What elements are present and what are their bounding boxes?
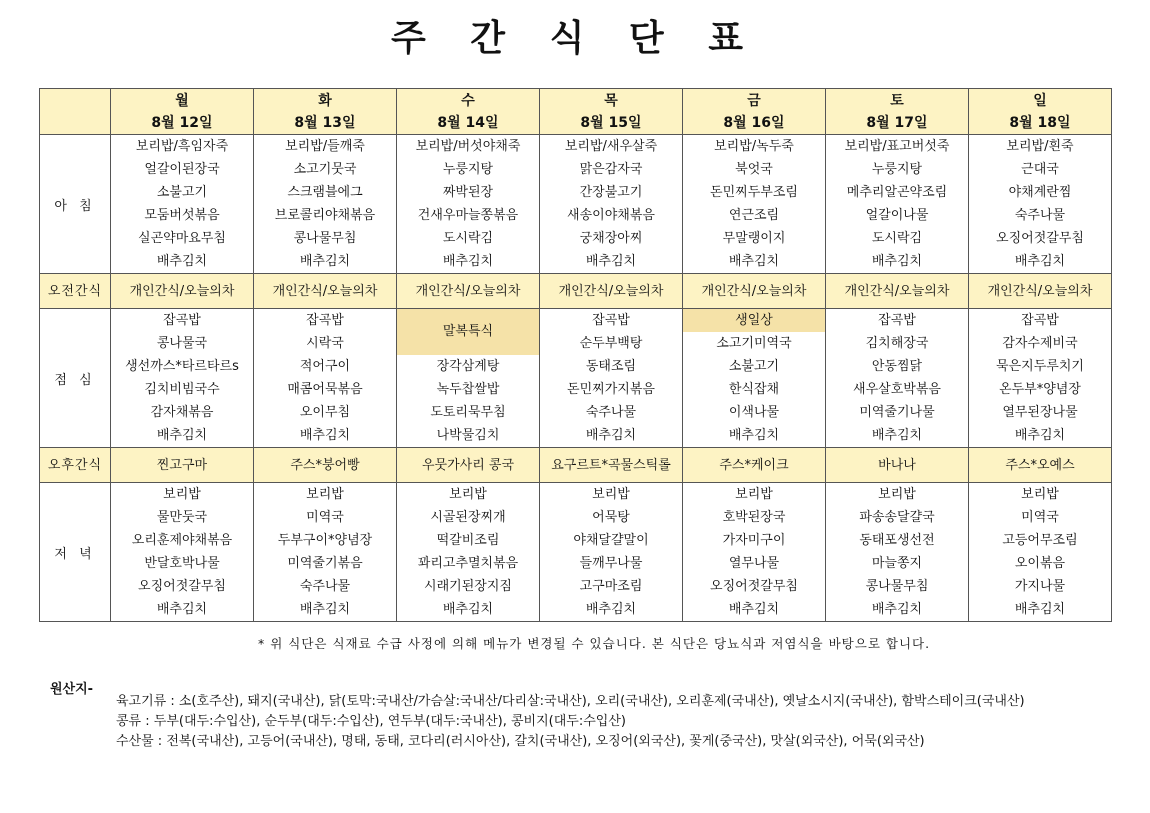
menu-item: 소고기미역국 (716, 336, 792, 351)
menu-item: 동태조림 (585, 359, 637, 374)
menu-item: 브로콜리야채볶음 (274, 208, 376, 223)
menu-item: 연근조림 (728, 208, 780, 223)
menu-item: 보리밥/흑임자죽 (135, 139, 229, 154)
menu-item: 숙주나물 (585, 405, 637, 420)
menu-item: 배추김치 (871, 254, 923, 269)
menu-item: 얼갈이나물 (865, 208, 929, 223)
breakfast-cell (111, 135, 254, 274)
menu-item: 야채계란찜 (1008, 185, 1072, 200)
menu-item: 누룽지탕 (871, 162, 923, 177)
day-name: 목 (604, 92, 618, 109)
menu-item: 배추김치 (299, 428, 351, 443)
menu-item: 콩나물무침 (865, 579, 929, 594)
menu-item: 배추김치 (1014, 428, 1066, 443)
menu-item: 미역국 (306, 510, 344, 525)
menu-item: 감자수제비국 (1002, 336, 1078, 351)
breakfast-cell (683, 135, 826, 274)
menu-item: 새송이야채볶음 (567, 208, 655, 223)
origin-title: 원산지- (50, 682, 94, 697)
menu-item: 떡갈비조림 (436, 533, 500, 548)
menu-item: 마늘쫑지 (871, 556, 923, 571)
menu-item: 보리밥/녹두죽 (714, 139, 794, 154)
menu-item: 녹두찹쌀밥 (436, 382, 500, 397)
corner-cell (40, 89, 111, 135)
menu-item: 잡곡밥 (306, 313, 344, 328)
menu-item: 보리밥/버섯야채죽 (415, 139, 521, 154)
menu-item: 궁채장아찌 (579, 231, 643, 246)
menu-item: 보리밥/표고버섯죽 (844, 139, 950, 154)
menu-item: 배추김치 (156, 428, 208, 443)
menu-item: 감자채볶음 (150, 405, 214, 420)
lunch-cell (683, 309, 826, 448)
pm-snack-cell: 바나나 (826, 448, 969, 483)
menu-item: 배추김치 (1014, 602, 1066, 617)
lunch-cell (826, 309, 969, 448)
meal-label-lunch: 점 심 (40, 309, 111, 448)
menu-item: 보리밥 (878, 487, 916, 502)
menu-item: 보리밥 (1021, 487, 1059, 502)
menu-item: 배추김치 (871, 428, 923, 443)
menu-item: 야채달걀말이 (573, 533, 649, 548)
menu-item: 잡곡밥 (163, 313, 201, 328)
special-menu-item: 말복특식 (397, 309, 539, 355)
lunch-cell (969, 309, 1112, 448)
lunch-cell (254, 309, 397, 448)
dinner-cell (254, 483, 397, 622)
am-snack-cell: 개인간식/오늘의차 (826, 274, 969, 309)
day-date: 8월 14일 (437, 114, 499, 131)
origin-line-seafood: 수산물 : 전복(국내산), 고등어(국내산), 명태, 동태, 코다리(러시아산), 갈치(국내산), 오징어(외국산), 꽃게(중국산), 맛살(외국산), 어묵(외국산) (116, 734, 925, 749)
menu-item: 보리밥/흰죽 (1006, 139, 1074, 154)
menu-item: 오징어젓갈무침 (138, 579, 226, 594)
menu-item: 이색나물 (728, 405, 780, 420)
breakfast-cell (969, 135, 1112, 274)
menu-item: 오이볶음 (1014, 556, 1066, 571)
menu-item: 시락국 (306, 336, 344, 351)
meal-label-dinner: 저 녁 (40, 483, 111, 622)
breakfast-cell (826, 135, 969, 274)
menu-item: 메추리알곤약조림 (846, 185, 948, 200)
menu-item: 근대국 (1021, 162, 1059, 177)
menu-item: 잡곡밥 (592, 313, 630, 328)
menu-item: 짜박된장 (442, 185, 494, 200)
menu-item: 보리밥 (449, 487, 487, 502)
day-name: 일 (1033, 92, 1047, 109)
special-menu-item: 생일상 (683, 309, 825, 332)
menu-item: 동태포생선전 (859, 533, 935, 548)
day-header (111, 89, 254, 135)
menu-item: 고등어무조림 (1002, 533, 1078, 548)
menu-item: 오징어젓갈무침 (710, 579, 798, 594)
origin-line-meat: 육고기류 : 소(호주산), 돼지(국내산), 닭(토막:국내산/가슴살:국내산/다리살:국내산), 오리(국내산), 오리훈제(국내산), 옛날소시지(국내산), 함박스테이크(국내산) (116, 694, 1025, 709)
menu-item: 소불고기 (728, 359, 780, 374)
breakfast-cell (254, 135, 397, 274)
am-snack-cell: 개인간식/오늘의차 (397, 274, 540, 309)
day-name: 월 (175, 92, 189, 109)
day-name: 금 (747, 92, 761, 109)
menu-item: 한식잡채 (728, 382, 780, 397)
menu-item: 시래기된장지짐 (424, 579, 512, 594)
meal-label-am-snack: 오전간식 (40, 274, 111, 309)
menu-item: 배추김치 (728, 254, 780, 269)
menu-item: 오이무침 (299, 405, 351, 420)
menu-item: 배추김치 (156, 254, 208, 269)
day-date: 8월 17일 (866, 114, 928, 131)
menu-item: 물만둣국 (156, 510, 208, 525)
menu-item: 미역줄기볶음 (287, 556, 363, 571)
menu-item: 배추김치 (585, 602, 637, 617)
menu-item: 보리밥 (592, 487, 630, 502)
menu-item: 배추김치 (442, 602, 494, 617)
menu-item: 북엇국 (735, 162, 773, 177)
dinner-cell (111, 483, 254, 622)
day-header (826, 89, 969, 135)
menu-item: 보리밥 (306, 487, 344, 502)
menu-item: 김치비빔국수 (144, 382, 220, 397)
menu-item: 오리훈제야채볶음 (131, 533, 233, 548)
menu-item: 파송송달걀국 (859, 510, 935, 525)
menu-item: 배추김치 (156, 602, 208, 617)
day-name: 수 (461, 92, 475, 109)
day-header-row (40, 89, 1112, 135)
breakfast-cell (540, 135, 683, 274)
menu-item: 어묵탕 (592, 510, 630, 525)
meal-label-breakfast: 아 침 (40, 135, 111, 274)
menu-item: 매콤어묵볶음 (287, 382, 363, 397)
dinner-cell (683, 483, 826, 622)
menu-item: 배추김치 (728, 602, 780, 617)
menu-item: 배추김치 (871, 602, 923, 617)
lunch-row (40, 309, 1112, 448)
day-header (969, 89, 1112, 135)
day-header (540, 89, 683, 135)
lunch-cell (540, 309, 683, 448)
menu-item: 두부구이*양념장 (277, 533, 373, 548)
day-date: 8월 18일 (1009, 114, 1071, 131)
menu-item: 배추김치 (1014, 254, 1066, 269)
menu-item: 배추김치 (585, 254, 637, 269)
menu-item: 보리밥 (163, 487, 201, 502)
menu-item: 배추김치 (728, 428, 780, 443)
day-name: 토 (890, 92, 904, 109)
menu-item: 미역줄기나물 (859, 405, 935, 420)
menu-item: 배추김치 (299, 254, 351, 269)
am-snack-cell: 개인간식/오늘의차 (111, 274, 254, 309)
menu-change-note: * 위 식단은 식재료 수급 사정에 의해 메뉴가 변경될 수 있습니다. 본 식단은 당뇨식과 저염식을 바탕으로 합니다. (258, 636, 931, 651)
menu-item: 배추김치 (299, 602, 351, 617)
day-date: 8월 16일 (723, 114, 785, 131)
menu-item: 도시락김 (871, 231, 923, 246)
menu-item: 가자미구이 (722, 533, 786, 548)
menu-item: 돈민찌두부조림 (710, 185, 798, 200)
menu-item: 고구마조림 (579, 579, 643, 594)
menu-item: 장각삼계탕 (436, 359, 500, 374)
menu-item: 안동찜닭 (871, 359, 923, 374)
menu-item: 호박된장국 (722, 510, 786, 525)
menu-item: 시골된장찌개 (430, 510, 506, 525)
menu-item: 도토리묵무침 (430, 405, 506, 420)
menu-item: 나박물김치 (436, 428, 500, 443)
pm-snack-row (40, 448, 1112, 483)
menu-item: 배추김치 (442, 254, 494, 269)
day-header (397, 89, 540, 135)
menu-item: 누룽지탕 (442, 162, 494, 177)
menu-item: 새우살호박볶음 (853, 382, 941, 397)
day-header (254, 89, 397, 135)
breakfast-cell (397, 135, 540, 274)
meal-label-pm-snack: 오후간식 (40, 448, 111, 483)
menu-item: 열무나물 (728, 556, 780, 571)
pm-snack-cell: 주스*오예스 (969, 448, 1112, 483)
am-snack-cell: 개인간식/오늘의차 (254, 274, 397, 309)
menu-item: 콩나물무침 (293, 231, 357, 246)
menu-item: 보리밥/새우살죽 (564, 139, 658, 154)
day-name: 화 (318, 92, 332, 109)
menu-item: 김치해장국 (865, 336, 929, 351)
pm-snack-cell: 주스*케이크 (683, 448, 826, 483)
menu-item: 돈민찌가지볶음 (567, 382, 655, 397)
menu-item: 실곤약마요무침 (138, 231, 226, 246)
menu-item: 잡곡밥 (1021, 313, 1059, 328)
menu-item: 반달호박나물 (144, 556, 220, 571)
origin-info (116, 694, 1116, 750)
menu-item: 소불고기 (156, 185, 208, 200)
menu-item: 생선까스*타르타르s (125, 359, 239, 374)
pm-snack-cell: 요구르트*곡물스틱롤 (540, 448, 683, 483)
menu-item: 숙주나물 (299, 579, 351, 594)
am-snack-row (40, 274, 1112, 309)
menu-item: 간장불고기 (579, 185, 643, 200)
menu-item: 온두부*양념장 (999, 382, 1081, 397)
menu-item: 오징어젓갈무침 (996, 231, 1084, 246)
menu-item: 들깨무나물 (579, 556, 643, 571)
menu-item: 배추김치 (585, 428, 637, 443)
menu-item: 도시락김 (442, 231, 494, 246)
menu-item: 적어구이 (299, 359, 351, 374)
menu-item: 숙주나물 (1014, 208, 1066, 223)
menu-item: 얼갈이된장국 (144, 162, 220, 177)
menu-item: 보리밥/들깨죽 (285, 139, 365, 154)
menu-item: 콩나물국 (156, 336, 208, 351)
weekly-menu-table (39, 88, 1112, 622)
menu-item: 소고기뭇국 (293, 162, 357, 177)
menu-item: 잡곡밥 (878, 313, 916, 328)
lunch-cell (111, 309, 254, 448)
menu-item: 무말랭이지 (722, 231, 786, 246)
menu-item: 맑은감자국 (579, 162, 643, 177)
day-date: 8월 15일 (580, 114, 642, 131)
menu-item: 스크램블에그 (287, 185, 363, 200)
menu-item: 묵은지두루치기 (996, 359, 1084, 374)
menu-item: 가지나물 (1014, 579, 1066, 594)
origin-line-bean: 콩류 : 두부(대두:수입산), 순두부(대두:수입산), 연두부(대두:국내산), 콩비지(대두:수입산) (116, 714, 626, 729)
day-header (683, 89, 826, 135)
am-snack-cell: 개인간식/오늘의차 (969, 274, 1112, 309)
menu-item: 모둠버섯볶음 (144, 208, 220, 223)
dinner-cell (969, 483, 1112, 622)
day-date: 8월 13일 (294, 114, 356, 131)
dinner-cell (826, 483, 969, 622)
dinner-row (40, 483, 1112, 622)
menu-item: 꽈리고추멸치볶음 (417, 556, 519, 571)
lunch-cell (397, 309, 540, 448)
pm-snack-cell: 우뭇가사리 콩국 (397, 448, 540, 483)
dinner-cell (540, 483, 683, 622)
pm-snack-cell: 찐고구마 (111, 448, 254, 483)
am-snack-cell: 개인간식/오늘의차 (683, 274, 826, 309)
menu-item: 보리밥 (735, 487, 773, 502)
am-snack-cell: 개인간식/오늘의차 (540, 274, 683, 309)
dinner-cell (397, 483, 540, 622)
menu-item: 미역국 (1021, 510, 1059, 525)
breakfast-row (40, 135, 1112, 274)
menu-item: 열무된장나물 (1002, 405, 1078, 420)
menu-item: 순두부백탕 (579, 336, 643, 351)
day-date: 8월 12일 (151, 114, 213, 131)
menu-item: 건새우마늘쫑볶음 (417, 208, 519, 223)
page-title: 주 간 식 단 표 (390, 18, 759, 59)
pm-snack-cell: 주스*붕어빵 (254, 448, 397, 483)
